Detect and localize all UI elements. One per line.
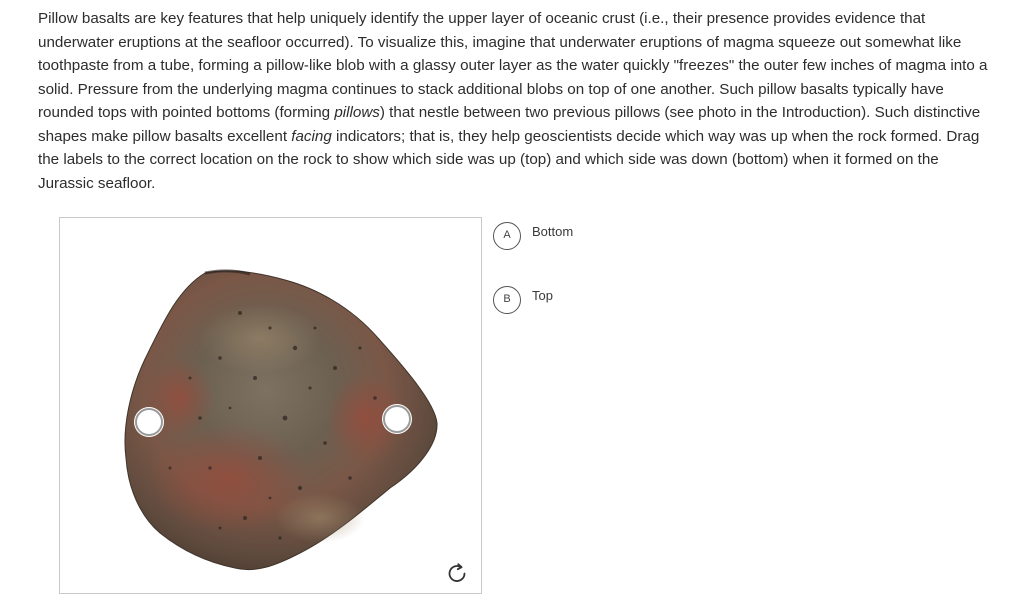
instructions-text: Pillow basalts are key features that help uniquely identify the upper layer of oceanic crust (i.e., their presence provides evidence that underwater eruptions at the seafloor occurred). To visualize this, imagine that underwater eruptions of magma squeeze out somewhat like toothpaste from a tube, forming a pillow-like blob with a glassy outer layer as the water quickly "freezes" the outer few inches of magma into a solid. Pressure from the underlying magma continues to stack additional blobs on top of one another. Such pillow basalts typically have rounded tops with pointed bottoms (forming pillows) that nestle between two previous pillows (see photo in the Introduction). Such distinctive shapes make pillow basalts excellent facing indicators; that is, they help geoscientists decide which way was up when the rock formed. Drag the labels to the correct location on the rock to show which side was up (top) and which side was down (bottom) when it formed on the Jurassic seafloor. — [38, 10, 988, 192]
reset-icon — [444, 561, 470, 587]
rock-image — [60, 218, 482, 594]
label-letter-b: B — [493, 286, 521, 314]
label-letter-a: A — [493, 222, 521, 250]
drop-target-left[interactable] — [135, 408, 163, 436]
drop-target-right[interactable] — [383, 405, 411, 433]
label-text-bottom: Bottom — [532, 224, 574, 239]
label-text-top: Top — [532, 288, 553, 303]
label-bottom[interactable] — [493, 219, 633, 249]
rock-canvas[interactable] — [59, 217, 482, 594]
label-top[interactable] — [493, 283, 633, 313]
label-bank — [493, 219, 633, 313]
reset-button[interactable] — [444, 561, 470, 587]
